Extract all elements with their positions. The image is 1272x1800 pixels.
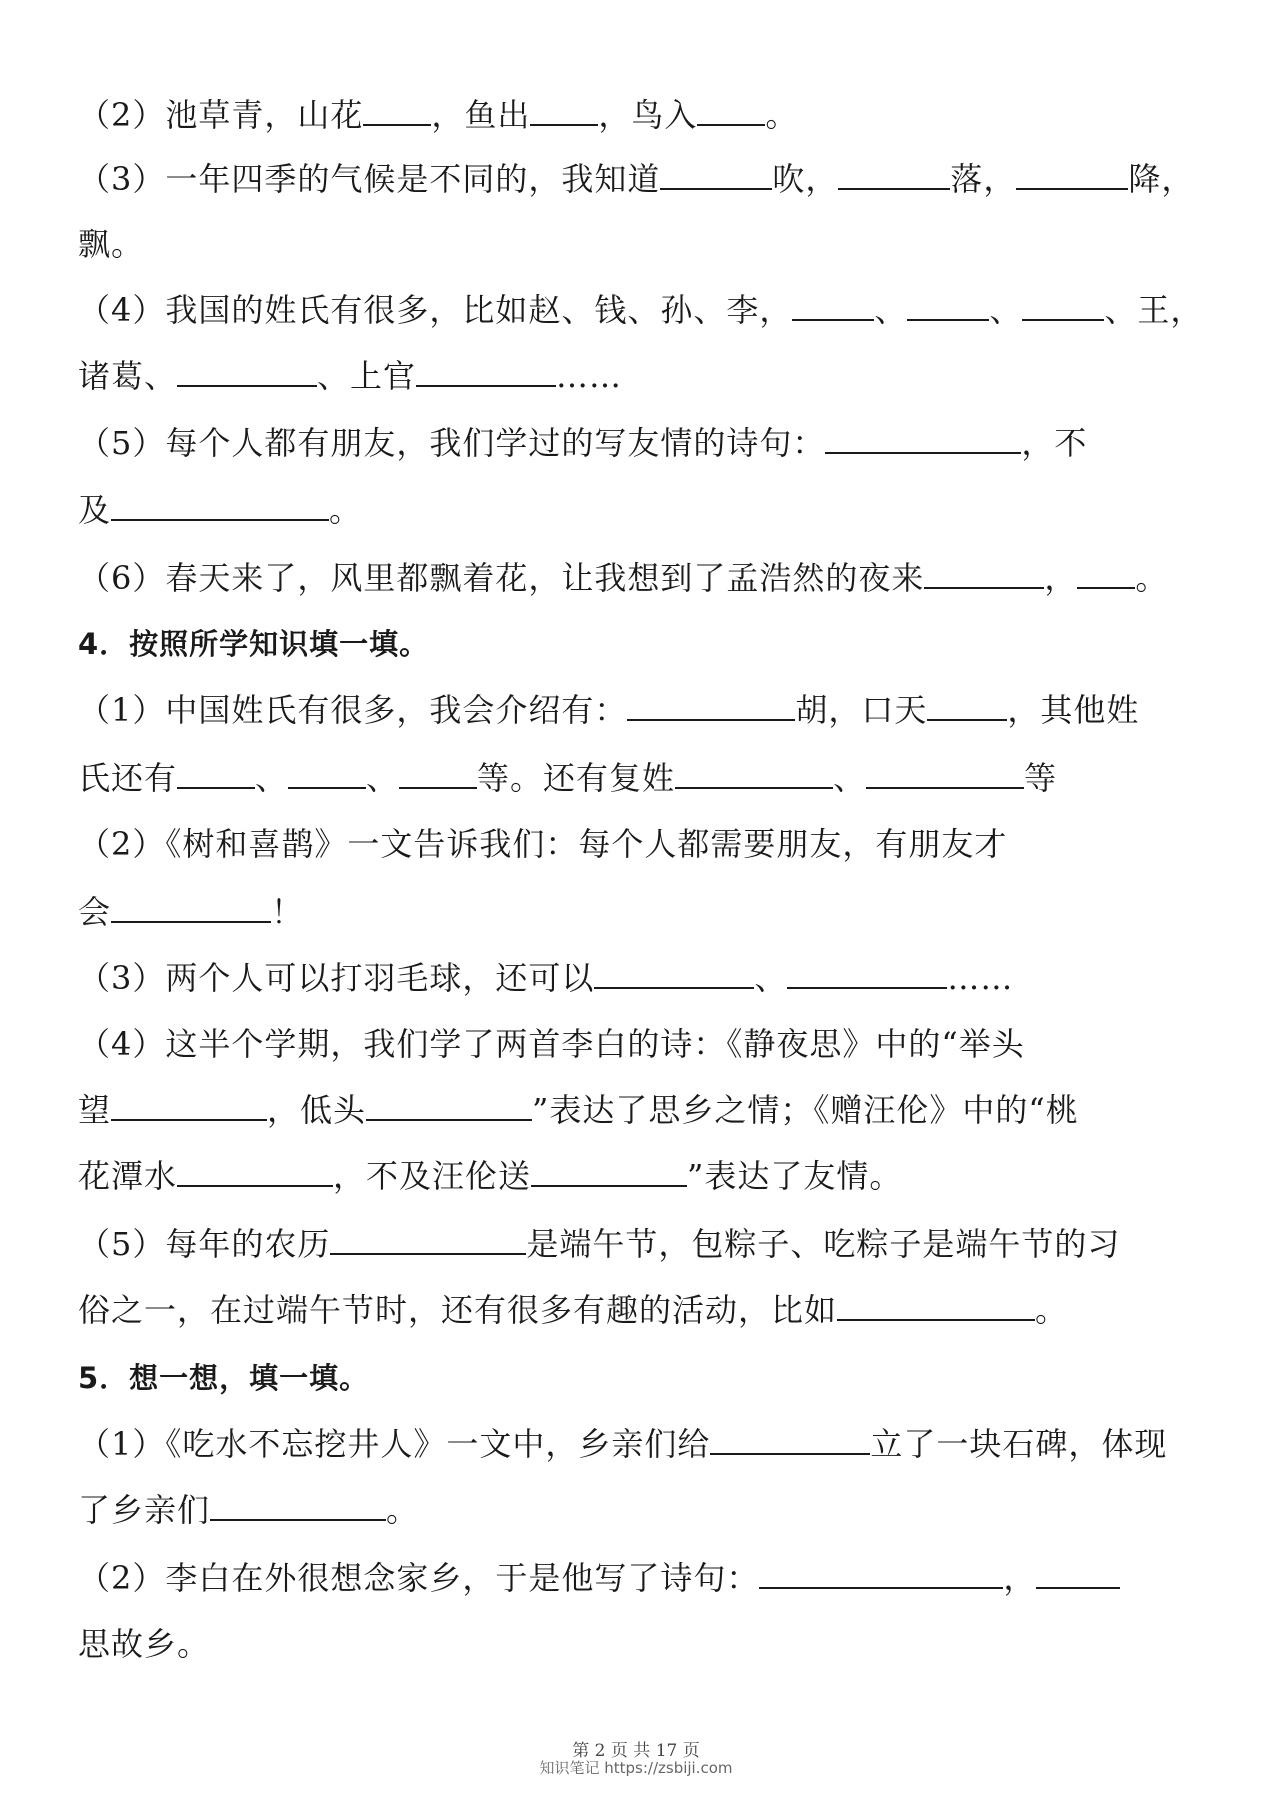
line-text: ，其他姓 <box>1007 691 1140 729</box>
q4-item-1-line <box>78 688 1139 732</box>
line-text: 、 <box>989 291 1023 329</box>
answer-blank[interactable] <box>838 158 950 190</box>
line-text: 、 <box>833 759 867 797</box>
line-text: 、王， <box>1104 291 1204 329</box>
line-text: 。 <box>1135 559 1169 597</box>
line-text: 、 <box>366 759 400 797</box>
line-text: （2）《树和喜鹊》一文告诉我们：每个人都需要朋友，有朋友才 <box>78 825 1008 863</box>
line-text: 等。还有复姓 <box>477 759 676 797</box>
line-text: 。 <box>765 96 799 134</box>
line-text: 飘。 <box>78 225 145 263</box>
line-text: （2）李白在外很想念家乡，于是他写了诗句： <box>78 1559 760 1597</box>
line-text: 是端午节，包粽子、吃粽子是端午节的习 <box>526 1225 1121 1263</box>
q4-item-5-line <box>78 1222 1120 1266</box>
watermark-text: 知识笔记 https://zsbiji.com <box>539 1759 733 1777</box>
answer-blank[interactable] <box>530 94 598 126</box>
line-text: …… <box>947 959 1014 997</box>
line-text: ，不 <box>1021 424 1088 462</box>
answer-blank[interactable] <box>710 1423 870 1455</box>
answer-blank[interactable] <box>866 757 1024 789</box>
q4-item-4-line <box>78 1022 1025 1066</box>
line-text: 会 <box>78 893 112 931</box>
q3-item-4-line <box>78 288 1203 332</box>
q4-item-3-line <box>78 956 1013 1000</box>
line-text: 。 <box>1035 1291 1069 1329</box>
line-text: ， <box>1003 1559 1037 1597</box>
answer-blank[interactable] <box>787 957 947 989</box>
answer-blank[interactable] <box>594 957 754 989</box>
line-text: ”表达了友情。 <box>687 1157 903 1195</box>
answer-blank[interactable] <box>1036 1557 1120 1589</box>
answer-blank[interactable] <box>363 94 431 126</box>
line-text: 、 <box>874 291 908 329</box>
line-text: 、上官 <box>317 357 417 395</box>
line-text: ，低头 <box>267 1091 367 1129</box>
page-number: 第 2 页 共 17 页 <box>572 1741 700 1761</box>
q4-item-2-line <box>78 822 1007 866</box>
q3-item-3-line-cont <box>78 222 144 266</box>
answer-blank[interactable] <box>531 1155 687 1187</box>
line-text: 、 <box>255 759 289 797</box>
answer-blank[interactable] <box>837 1289 1035 1321</box>
line-text: 、 <box>754 959 788 997</box>
q5-item-2-line-cont <box>78 1622 210 1666</box>
line-text: 。 <box>386 1491 420 1529</box>
line-text: （6）春天来了，风里都飘着花，让我想到了孟浩然的夜来 <box>78 559 925 597</box>
line-text: 诸葛、 <box>78 357 178 395</box>
answer-blank[interactable] <box>792 289 874 321</box>
answer-blank[interactable] <box>177 1155 333 1187</box>
q3-item-4-line-cont <box>78 354 622 398</box>
answer-blank[interactable] <box>627 689 795 721</box>
line-text: ！ <box>271 893 305 931</box>
line-text: （4）我国的姓氏有很多，比如赵、钱、孙、李， <box>78 291 793 329</box>
answer-blank[interactable] <box>399 757 477 789</box>
line-text: 氏还有 <box>78 759 178 797</box>
answer-blank[interactable] <box>111 1089 267 1121</box>
line-text: （2）池草青，山花 <box>78 96 364 134</box>
q3-item-2-line <box>78 93 798 137</box>
line-text: 思故乡。 <box>78 1625 211 1663</box>
section-5-heading <box>78 1356 369 1400</box>
q4-item-5-line-cont <box>78 1288 1068 1332</box>
answer-blank[interactable] <box>825 422 1021 454</box>
answer-blank[interactable] <box>697 94 765 126</box>
q3-item-5-line <box>78 421 1087 465</box>
line-text: （3）两个人可以打羽毛球，还可以 <box>78 959 595 997</box>
q4-item-1-line-cont <box>78 756 1057 800</box>
answer-blank[interactable] <box>907 289 989 321</box>
answer-blank[interactable] <box>366 1089 532 1121</box>
q3-item-6-line <box>78 556 1168 600</box>
q5-item-1-line-cont <box>78 1488 419 1532</box>
answer-blank[interactable] <box>759 1557 1003 1589</box>
answer-blank[interactable] <box>177 355 317 387</box>
line-text: （3）一年四季的气候是不同的，我知道 <box>78 160 661 198</box>
answer-blank[interactable] <box>177 757 255 789</box>
line-text: （5）每个人都有朋友，我们学过的写友情的诗句： <box>78 424 826 462</box>
line-text: （1）中国姓氏有很多，我会介绍有： <box>78 691 628 729</box>
answer-blank[interactable] <box>1077 557 1135 589</box>
answer-blank[interactable] <box>924 557 1044 589</box>
line-text: 吹， <box>772 160 839 198</box>
line-text: （5）每年的农历 <box>78 1225 331 1263</box>
answer-blank[interactable] <box>111 489 329 521</box>
line-text: （1）《吃水不忘挖井人》一文中，乡亲们给 <box>78 1425 711 1463</box>
line-text: …… <box>556 357 623 395</box>
answer-blank[interactable] <box>675 757 833 789</box>
line-text: 。 <box>329 491 363 529</box>
q4-item-4-line-cont <box>78 1088 1079 1132</box>
answer-blank[interactable] <box>1022 289 1104 321</box>
line-text: ，不及汪伦送 <box>333 1157 532 1195</box>
answer-blank[interactable] <box>330 1223 526 1255</box>
section-4-heading <box>78 622 429 666</box>
line-text: 俗之一，在过端午节时，还有很多有趣的活动，比如 <box>78 1291 838 1329</box>
q5-item-1-line <box>78 1422 1167 1466</box>
line-text: 降， <box>1128 160 1195 198</box>
answer-blank[interactable] <box>927 689 1007 721</box>
line-text: ，鱼出 <box>431 96 531 134</box>
answer-blank[interactable] <box>660 158 772 190</box>
answer-blank[interactable] <box>288 757 366 789</box>
line-text: ， <box>1044 559 1078 597</box>
line-text: 胡，口天 <box>795 691 928 729</box>
line-text: 等 <box>1024 759 1058 797</box>
heading-text: 4．按照所学知识填一填。 <box>78 627 430 661</box>
heading-text: 5．想一想，填一填。 <box>78 1361 370 1395</box>
line-text: 及 <box>78 491 112 529</box>
q3-item-5-line-cont <box>78 488 362 532</box>
line-text: 了乡亲们 <box>78 1491 211 1529</box>
line-text: ”表达了思乡之情；《赠汪伦》中的“桃 <box>532 1091 1079 1129</box>
answer-blank[interactable] <box>416 355 556 387</box>
line-text: 立了一块石碑，体现 <box>870 1425 1168 1463</box>
line-text: （4）这半个学期，我们学了两首李白的诗：《静夜思》中的“举头 <box>78 1025 1025 1063</box>
q4-item-4-line-cont2 <box>78 1154 902 1198</box>
line-text: 望 <box>78 1091 112 1129</box>
line-text: ，鸟入 <box>598 96 698 134</box>
answer-blank[interactable] <box>1016 158 1128 190</box>
q4-item-2-line-cont <box>78 890 304 934</box>
q5-item-2-line <box>78 1556 1120 1600</box>
line-text: 落， <box>950 160 1017 198</box>
line-text: 花潭水 <box>78 1157 178 1195</box>
answer-blank[interactable] <box>111 891 271 923</box>
q3-item-3-line <box>78 157 1194 201</box>
answer-blank[interactable] <box>210 1489 386 1521</box>
